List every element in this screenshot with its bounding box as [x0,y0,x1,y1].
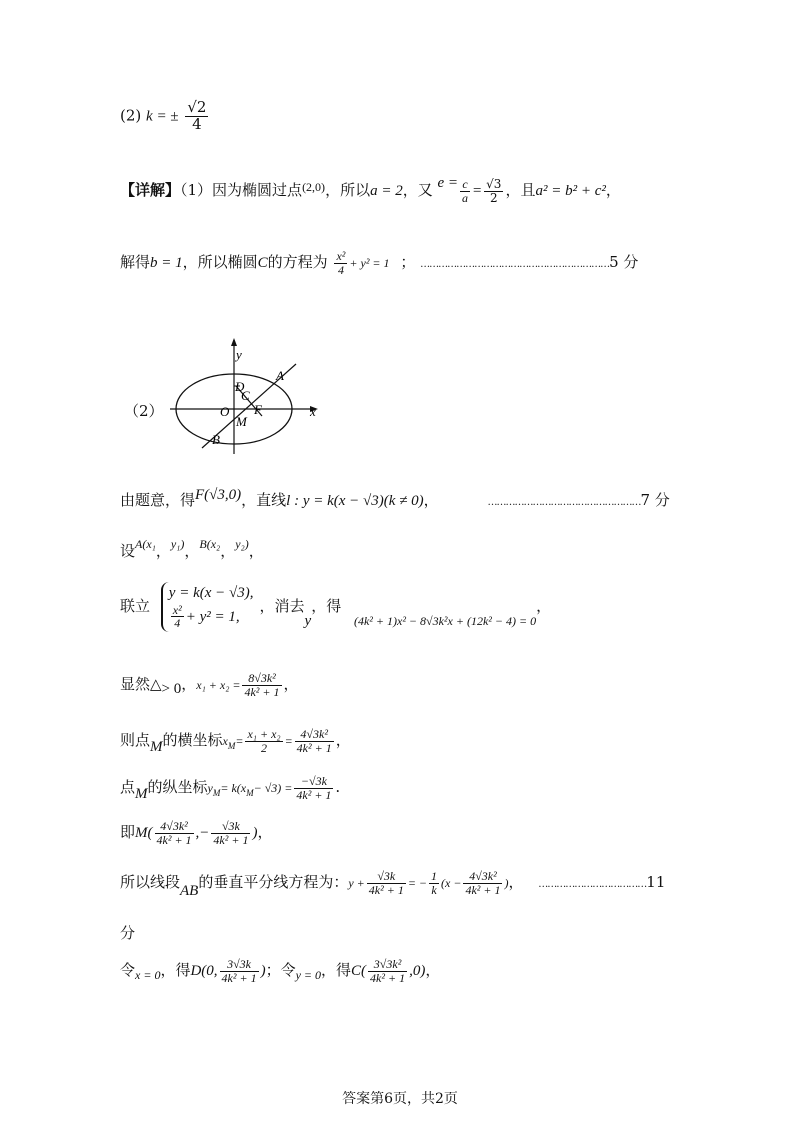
part2-label: (2) [120,106,142,125]
text: 的方程为 [267,253,328,272]
text: ，得 [321,961,352,980]
math-expr: a = 2 [370,183,403,199]
math-expr: x [222,734,228,749]
math-expr: = [472,183,483,199]
label-o: O [220,404,230,419]
text: ， [257,823,273,842]
fraction-numerator: 4√3k² [155,820,194,834]
text: 令 [120,961,136,980]
text: ， [425,961,441,980]
system-eq1: y = k(x − √3), [168,585,254,601]
fraction [171,604,184,630]
page-footer: 答案第6页，共2页 [342,1091,458,1107]
text: ， [220,542,236,560]
fraction [295,728,334,754]
math-expr: A(x₁ [135,537,156,551]
math-expr: > 0 [161,681,182,698]
math-expr: + y² = 1 [349,256,390,271]
math-expr: y₁) [170,537,185,551]
score-continuation: 分 [120,924,136,942]
bisector-line [120,870,665,900]
xm-line [120,728,351,756]
score: 5 分 [609,253,639,272]
fraction-denominator: 4 [174,616,181,631]
part2-expr: k = ± [146,108,179,125]
fraction-denominator: a [462,190,469,205]
fraction-numerator: 4√3k² [463,870,502,884]
fraction [211,820,250,846]
math-expr: M [135,786,148,803]
fraction [463,870,502,896]
text: ， [536,596,552,615]
text: ， [248,542,264,560]
fraction-denominator: 2 [489,190,498,205]
text: 由题意，得 [120,491,196,509]
text: 的垂直平分线方程为： [198,873,349,892]
math-expr: C [257,255,268,272]
last-line [120,958,440,984]
fraction-numerator: √2 [187,98,207,116]
fraction-denominator: 4k² + 1 [296,740,332,755]
m-coordinate-line [120,820,272,846]
fraction-numerator: 3√3k² [368,958,407,972]
solve-line [120,250,638,276]
point-value: (2,0) [302,180,326,194]
math-expr: F(√3,0) [195,487,242,503]
text: 解得 [120,253,151,272]
label-a: A [276,368,284,383]
score: 11 [646,873,666,892]
text: ， [155,542,171,560]
text: 的横坐标 [162,731,223,750]
text: ，得 [311,596,342,615]
math-expr: + y² = 1, [185,608,240,625]
part2-answer [120,100,210,133]
quadratic-result: (4k² + 1)x² − 8√3k²x + (12k² − 4) = 0 [353,613,537,628]
math-expr: b = 1 [150,255,183,272]
fraction-numerator: 1 [431,869,438,883]
text: 设 [120,542,136,560]
fraction-numerator: −√3k [294,775,333,789]
system-line [120,582,551,632]
set-line [120,537,264,561]
system-eq2 [169,604,254,630]
text: ，所以椭圆 [182,253,258,272]
detail-text: ，且 [505,181,536,199]
subscript: M [227,741,236,752]
fraction-denominator: 4 [192,114,202,133]
math-expr: ) [260,963,266,980]
math-expr: AB [180,883,199,900]
fraction [429,870,439,896]
fraction [242,672,281,698]
fraction [484,178,503,204]
part2-fraction [185,100,208,133]
detail-text: ，所以 [325,181,371,199]
text: ， [508,873,524,892]
fraction [245,728,282,754]
detail-text: ， [605,181,621,199]
text: ， [283,675,299,694]
text: ，直线 [241,491,287,509]
fraction-denominator: 4k² + 1 [368,882,404,897]
fraction-numerator: √3k [211,820,250,834]
math-expr: = − [407,876,428,891]
text: 点 [120,778,136,797]
figure-label: （2） [124,402,164,420]
math-expr: e = [437,175,459,191]
math-expr: x = 0 [135,968,161,983]
text: . [335,778,341,797]
fraction-denominator: 4k² + 1 [244,684,280,699]
text: 联立 [120,596,151,615]
fraction-denominator: 4k² + 1 [370,970,406,985]
label-b: B [212,432,220,447]
fraction-numerator: √3 [486,176,502,191]
math-expr: C( [351,963,367,980]
math-expr: ,− [195,825,210,842]
fraction [334,250,347,276]
fraction-numerator: 3√3k [220,958,259,972]
subscript: M [212,788,221,799]
fraction-denominator: 2 [261,740,268,755]
detail-text: ，又 [402,181,433,199]
fraction [367,870,406,896]
math-expr: = [235,734,244,749]
subscript: M [246,788,254,799]
math-expr: x₁ + x₂ = [196,678,241,693]
label-m: M [236,414,247,429]
fraction-numerator: 8√3k² [242,672,281,686]
math-expr: (x − [441,876,462,891]
score: 7 分 [640,491,670,509]
text: ， [335,731,351,750]
fraction [294,775,333,801]
detail-text: （1）因为椭圆过点 [180,181,303,199]
fraction-numerator: √3k [367,870,406,884]
math-expr: D(0, [190,963,218,980]
text: 的纵坐标 [147,778,208,797]
label-y: y [236,347,242,362]
math-expr: y [304,612,312,629]
fraction-denominator: 4k² + 1 [465,882,501,897]
fraction-numerator: x₁ + x₂ [247,727,281,741]
fraction-numerator: 4√3k² [295,728,334,742]
math-expr: B(x₂ [199,537,221,551]
math-expr: y = 0 [295,968,322,983]
text: 则点 [120,731,151,750]
text: ，得 [160,961,191,980]
fraction [368,958,407,984]
fraction-denominator: 4k² + 1 [296,787,332,802]
fraction [155,820,194,846]
label-c: C [241,388,250,403]
label-d: D [235,379,245,394]
dotted-leader: ……………………………………………………… [420,259,610,271]
math-expr: = k(x [220,781,247,796]
line-f [120,487,670,510]
text: ， [423,491,439,509]
disc-line [120,672,299,698]
math-expr: y₂) [235,537,249,551]
detail-tag: 【详解】 [120,181,181,199]
detail-line [120,175,621,204]
math-expr: a² = b² + c² [535,183,606,199]
math-expr: ) [252,825,258,842]
math-expr: y [207,781,213,796]
math-expr: l : y = k(x − √3)(k ≠ 0) [286,493,424,509]
text: ， [181,675,197,694]
text: ；令 [265,961,296,980]
fraction [460,178,470,204]
ym-line [120,775,340,803]
fraction-denominator: 4k² + 1 [156,832,192,847]
math-expr: = [284,734,293,749]
math-expr: M( [135,825,153,842]
math-expr: M [150,739,163,756]
text: 即 [120,823,136,842]
ellipse-figure [170,336,330,456]
fraction-numerator: c [460,178,470,192]
text: ，消去 [259,596,305,615]
fraction-denominator: 4 [337,262,344,277]
math-expr: − √3) = [253,781,293,796]
fraction-denominator: k [431,882,437,897]
text: 所以线段 [120,873,181,892]
fraction [220,958,259,984]
label-f: F [254,402,262,417]
y-axis-arrow [231,338,237,346]
text: ； [400,253,416,272]
text: 显然△ [120,675,162,694]
label-x: x [310,404,316,419]
math-expr: ) [504,876,509,891]
fraction-denominator: 4k² + 1 [213,832,249,847]
math-expr: y + [348,876,365,891]
fraction-numerator: x² [172,602,182,617]
math-expr: ,0) [409,963,426,980]
fraction-numerator: x² [336,249,346,263]
equation-system [161,582,254,632]
dotted-leader: …………………………………………… [487,497,641,508]
fraction-denominator: 4k² + 1 [221,970,257,985]
text: ， [184,542,200,560]
dotted-leader: ……………………………… [538,879,647,891]
